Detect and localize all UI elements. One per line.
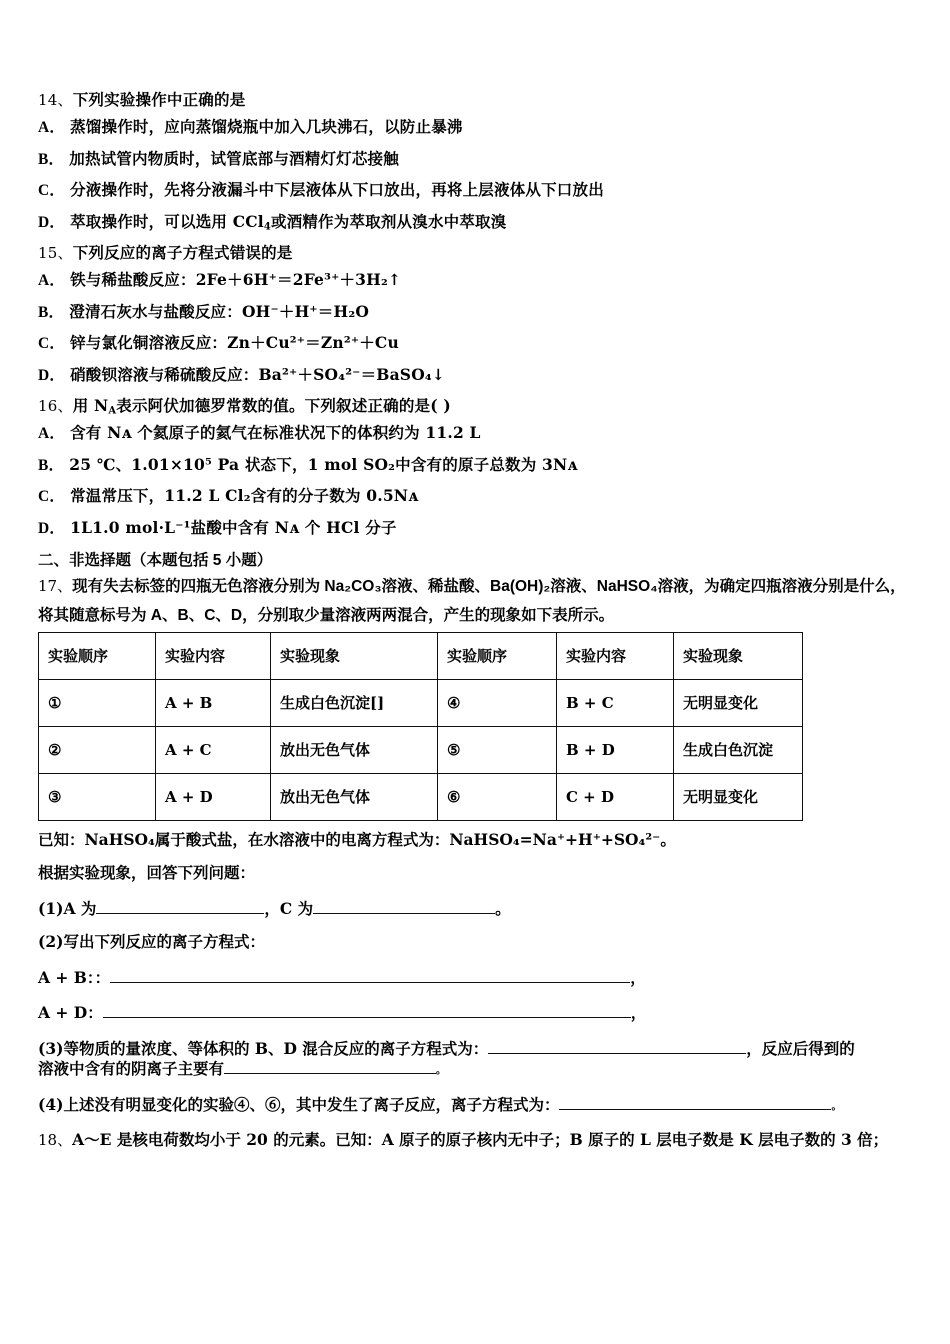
table-cell-content: C + D (557, 773, 674, 820)
table-cell-order: ② (39, 726, 156, 773)
question-14-number: 14、 (38, 91, 73, 109)
experiment-results-table (38, 632, 803, 821)
question-17-line-1-body: 现有失去标签的四瓶无色溶液分别为 Na₂CO₃溶液、稀盐酸、Ba(OH)₂溶液、NaHSO₄溶液，为确定四瓶溶液分别是什么， (72, 577, 906, 595)
question-17-line-2 (38, 608, 916, 624)
table-cell-order: ① (39, 679, 156, 726)
question-14-stem (38, 92, 916, 108)
option-label: A． (38, 425, 66, 442)
question-17-answer-prompt: 根据实验现象，回答下列问题： (38, 863, 256, 882)
section-two-heading (38, 553, 916, 569)
question-16-option-d (38, 517, 916, 537)
formula-subscript: 4 (263, 220, 271, 232)
question-16-stem-post: 表示阿伏加德罗常数的值。下列叙述正确的是( ) (116, 396, 451, 415)
option-label: A． (38, 272, 66, 289)
answer-blank-bd-equation[interactable] (488, 1039, 746, 1054)
question-16-option-b (38, 454, 916, 474)
question-17-number: 17、 (38, 576, 73, 595)
answer-blank-c[interactable] (313, 899, 495, 914)
sub1-prefix: (1)A 为 (38, 898, 97, 918)
answer-blank-ab[interactable] (110, 968, 630, 983)
question-14-option-c (38, 182, 916, 199)
option-label: C． (38, 488, 66, 505)
table-cell-content: A + D (156, 773, 271, 820)
sub1-middle: ，C 为 (264, 898, 314, 918)
question-16-option-a (38, 425, 916, 442)
table-cell-content: B + D (557, 726, 674, 773)
question-18-number: 18、 (38, 1130, 73, 1149)
table-header-cell: 实验顺序 (438, 632, 557, 679)
question-17-sub2-prompt: (2)写出下列反应的离子方程式： (38, 932, 265, 951)
row-ad-tail: ， (630, 1003, 647, 1022)
table-cell-content: A + C (156, 726, 271, 773)
option-text: 分液操作时，先将分液漏斗中下层液体从下口放出，再将上层液体从下口放出 (70, 180, 604, 199)
question-15-option-c (38, 335, 916, 352)
table-header-cell: 实验内容 (156, 632, 271, 679)
table-cell-order: ③ (39, 773, 156, 820)
option-text: 1L1.0 mol·L⁻¹盐酸中含有 Nᴀ 个 HCl 分子 (70, 517, 397, 537)
question-16-option-c (38, 488, 916, 505)
question-16-stem (38, 396, 916, 417)
sub3-part-2: ，反应后得到的 (746, 1038, 855, 1058)
sub3-part-4: 。 (436, 1065, 447, 1077)
table-header-cell: 实验现象 (271, 632, 438, 679)
question-14-option-b (38, 148, 916, 168)
sub1-suffix: 。 (495, 898, 511, 918)
option-label: C． (38, 335, 66, 352)
question-17-line-2-text: 将其随意标号为 A、B、C、D，分别取少量溶液两两混合，产生的现象如下表所示。 (38, 607, 615, 624)
table-cell-phenomenon: 无明显变化 (674, 773, 803, 820)
option-label: D． (38, 213, 66, 231)
option-label: D． (38, 366, 66, 384)
question-17-sub2-row-ab (38, 968, 916, 986)
question-16-stem-pre: 用 N (72, 396, 109, 415)
table-cell-phenomenon: 无明显变化 (674, 679, 803, 726)
sub3-part-3: 溶液中含有的阴离子主要有 (38, 1058, 225, 1078)
question-17-line-1 (38, 576, 916, 595)
option-text: 锌与氯化铜溶液反应：Zn＋Cu²⁺＝Zn²⁺＋Cu (70, 333, 399, 352)
avogadro-subscript: A (108, 405, 117, 417)
row-ab-colon: ： (94, 967, 111, 987)
sub3-part-1: (3)等物质的量浓度、等体积的 B、D 混合反应的离子方程式为： (38, 1038, 489, 1058)
question-15-option-d (38, 364, 916, 384)
option-text: 澄清石灰水与盐酸反应：OH⁻＋H⁺＝H₂O (69, 301, 370, 321)
row-ad-label: A + D： (38, 1003, 103, 1022)
table-cell-order: ④ (438, 679, 557, 726)
sub4-part-2: 。 (831, 1101, 842, 1113)
option-label: B． (38, 150, 65, 168)
question-15-option-b (38, 301, 916, 321)
option-label: B． (38, 303, 65, 321)
question-15-number: 15、 (38, 244, 73, 262)
question-15-stem-text: 下列反应的离子方程式错误的是 (72, 243, 293, 262)
option-label: C． (38, 182, 66, 199)
option-text: 硝酸钡溶液与稀硫酸反应：Ba²⁺＋SO₄²⁻＝BaSO₄↓ (70, 364, 446, 384)
question-15-option-a (38, 272, 916, 289)
table-cell-phenomenon: 生成白色沉淀[] (271, 679, 438, 726)
table-header-cell: 实验现象 (674, 632, 803, 679)
table-cell-content: A + B (156, 679, 271, 726)
table-cell-content: B + C (557, 679, 674, 726)
table-cell-order: ⑤ (438, 726, 557, 773)
question-14-stem-text: 下列实验操作中正确的是 (72, 90, 246, 109)
question-18 (38, 1129, 916, 1149)
sub4-part-1: (4)上述没有明显变化的实验④、⑥，其中发生了离子反应，离子方程式为： (38, 1095, 560, 1115)
answer-blank-a[interactable] (96, 899, 264, 914)
document-body (38, 92, 916, 1148)
table-cell-phenomenon: 生成白色沉淀 (674, 726, 803, 773)
option-label: B． (38, 456, 65, 474)
table-cell-order: ⑥ (438, 773, 557, 820)
table-row (39, 726, 803, 773)
answer-blank-ad[interactable] (103, 1003, 631, 1018)
option-text: 蒸馏操作时，应向蒸馏烧瓶中加入几块沸石，以防止暴沸 (70, 117, 463, 136)
row-ab-label: A + B： (38, 967, 95, 987)
question-17-sub4 (38, 1095, 916, 1113)
question-14-option-a (38, 119, 916, 136)
question-17-sub2-row-ad (38, 1003, 916, 1021)
option-text: 铁与稀盐酸反应：2Fe＋6H⁺＝2Fe³⁺＋3H₂↑ (70, 270, 402, 289)
question-18-text: A～E 是核电荷数均小于 20 的元素。已知：A 原子的原子核内无中子；B 原子的 L 层电子数是 K 层电子数的 3 倍； (72, 1129, 889, 1149)
option-text: 常温常压下，11.2 L Cl₂含有的分子数为 0.5Nᴀ (70, 486, 419, 505)
answer-blank-anions[interactable] (224, 1059, 436, 1074)
option-text: 萃取操作时，可以选用 CCl (70, 211, 264, 231)
option-text: 含有 Nᴀ 个氦原子的氦气在标准状况下的体积约为 11.2 L (70, 423, 481, 442)
option-text: 25 ℃、1.01×10⁵ Pa 状态下，1 mol SO₂中含有的原子总数为 3Nᴀ (69, 454, 578, 474)
table-row (39, 773, 803, 820)
question-14-option-d (38, 211, 916, 232)
option-text-tail: 或酒精作为萃取剂从溴水中萃取溴 (270, 211, 507, 231)
option-label: A． (38, 119, 66, 136)
option-label: D． (38, 519, 66, 537)
section-two-heading-text: 二、非选择题（本题包括 5 小题） (38, 552, 273, 569)
table-row (39, 679, 803, 726)
question-17-sub1 (38, 899, 916, 917)
answer-blank-ionic-equation[interactable] (559, 1095, 831, 1110)
table-cell-phenomenon: 放出无色气体 (271, 773, 438, 820)
question-15-stem (38, 245, 916, 261)
question-17-line-1-text (38, 578, 906, 595)
table-header-cell: 实验顺序 (39, 632, 156, 679)
question-17-sub3 (38, 1039, 916, 1080)
table-header-row (39, 632, 803, 679)
question-16-number: 16、 (38, 397, 73, 415)
table-cell-phenomenon: 放出无色气体 (271, 726, 438, 773)
row-ab-tail: ， (630, 967, 646, 987)
question-17-known-note: 已知：NaHSO₄属于酸式盐，在水溶液中的电离方程式为：NaHSO₄=Na⁺+H⁺+SO₄²⁻。 (38, 829, 676, 849)
table-header-cell: 实验内容 (557, 632, 674, 679)
option-text: 加热试管内物质时，试管底部与酒精灯灯芯接触 (69, 148, 399, 168)
